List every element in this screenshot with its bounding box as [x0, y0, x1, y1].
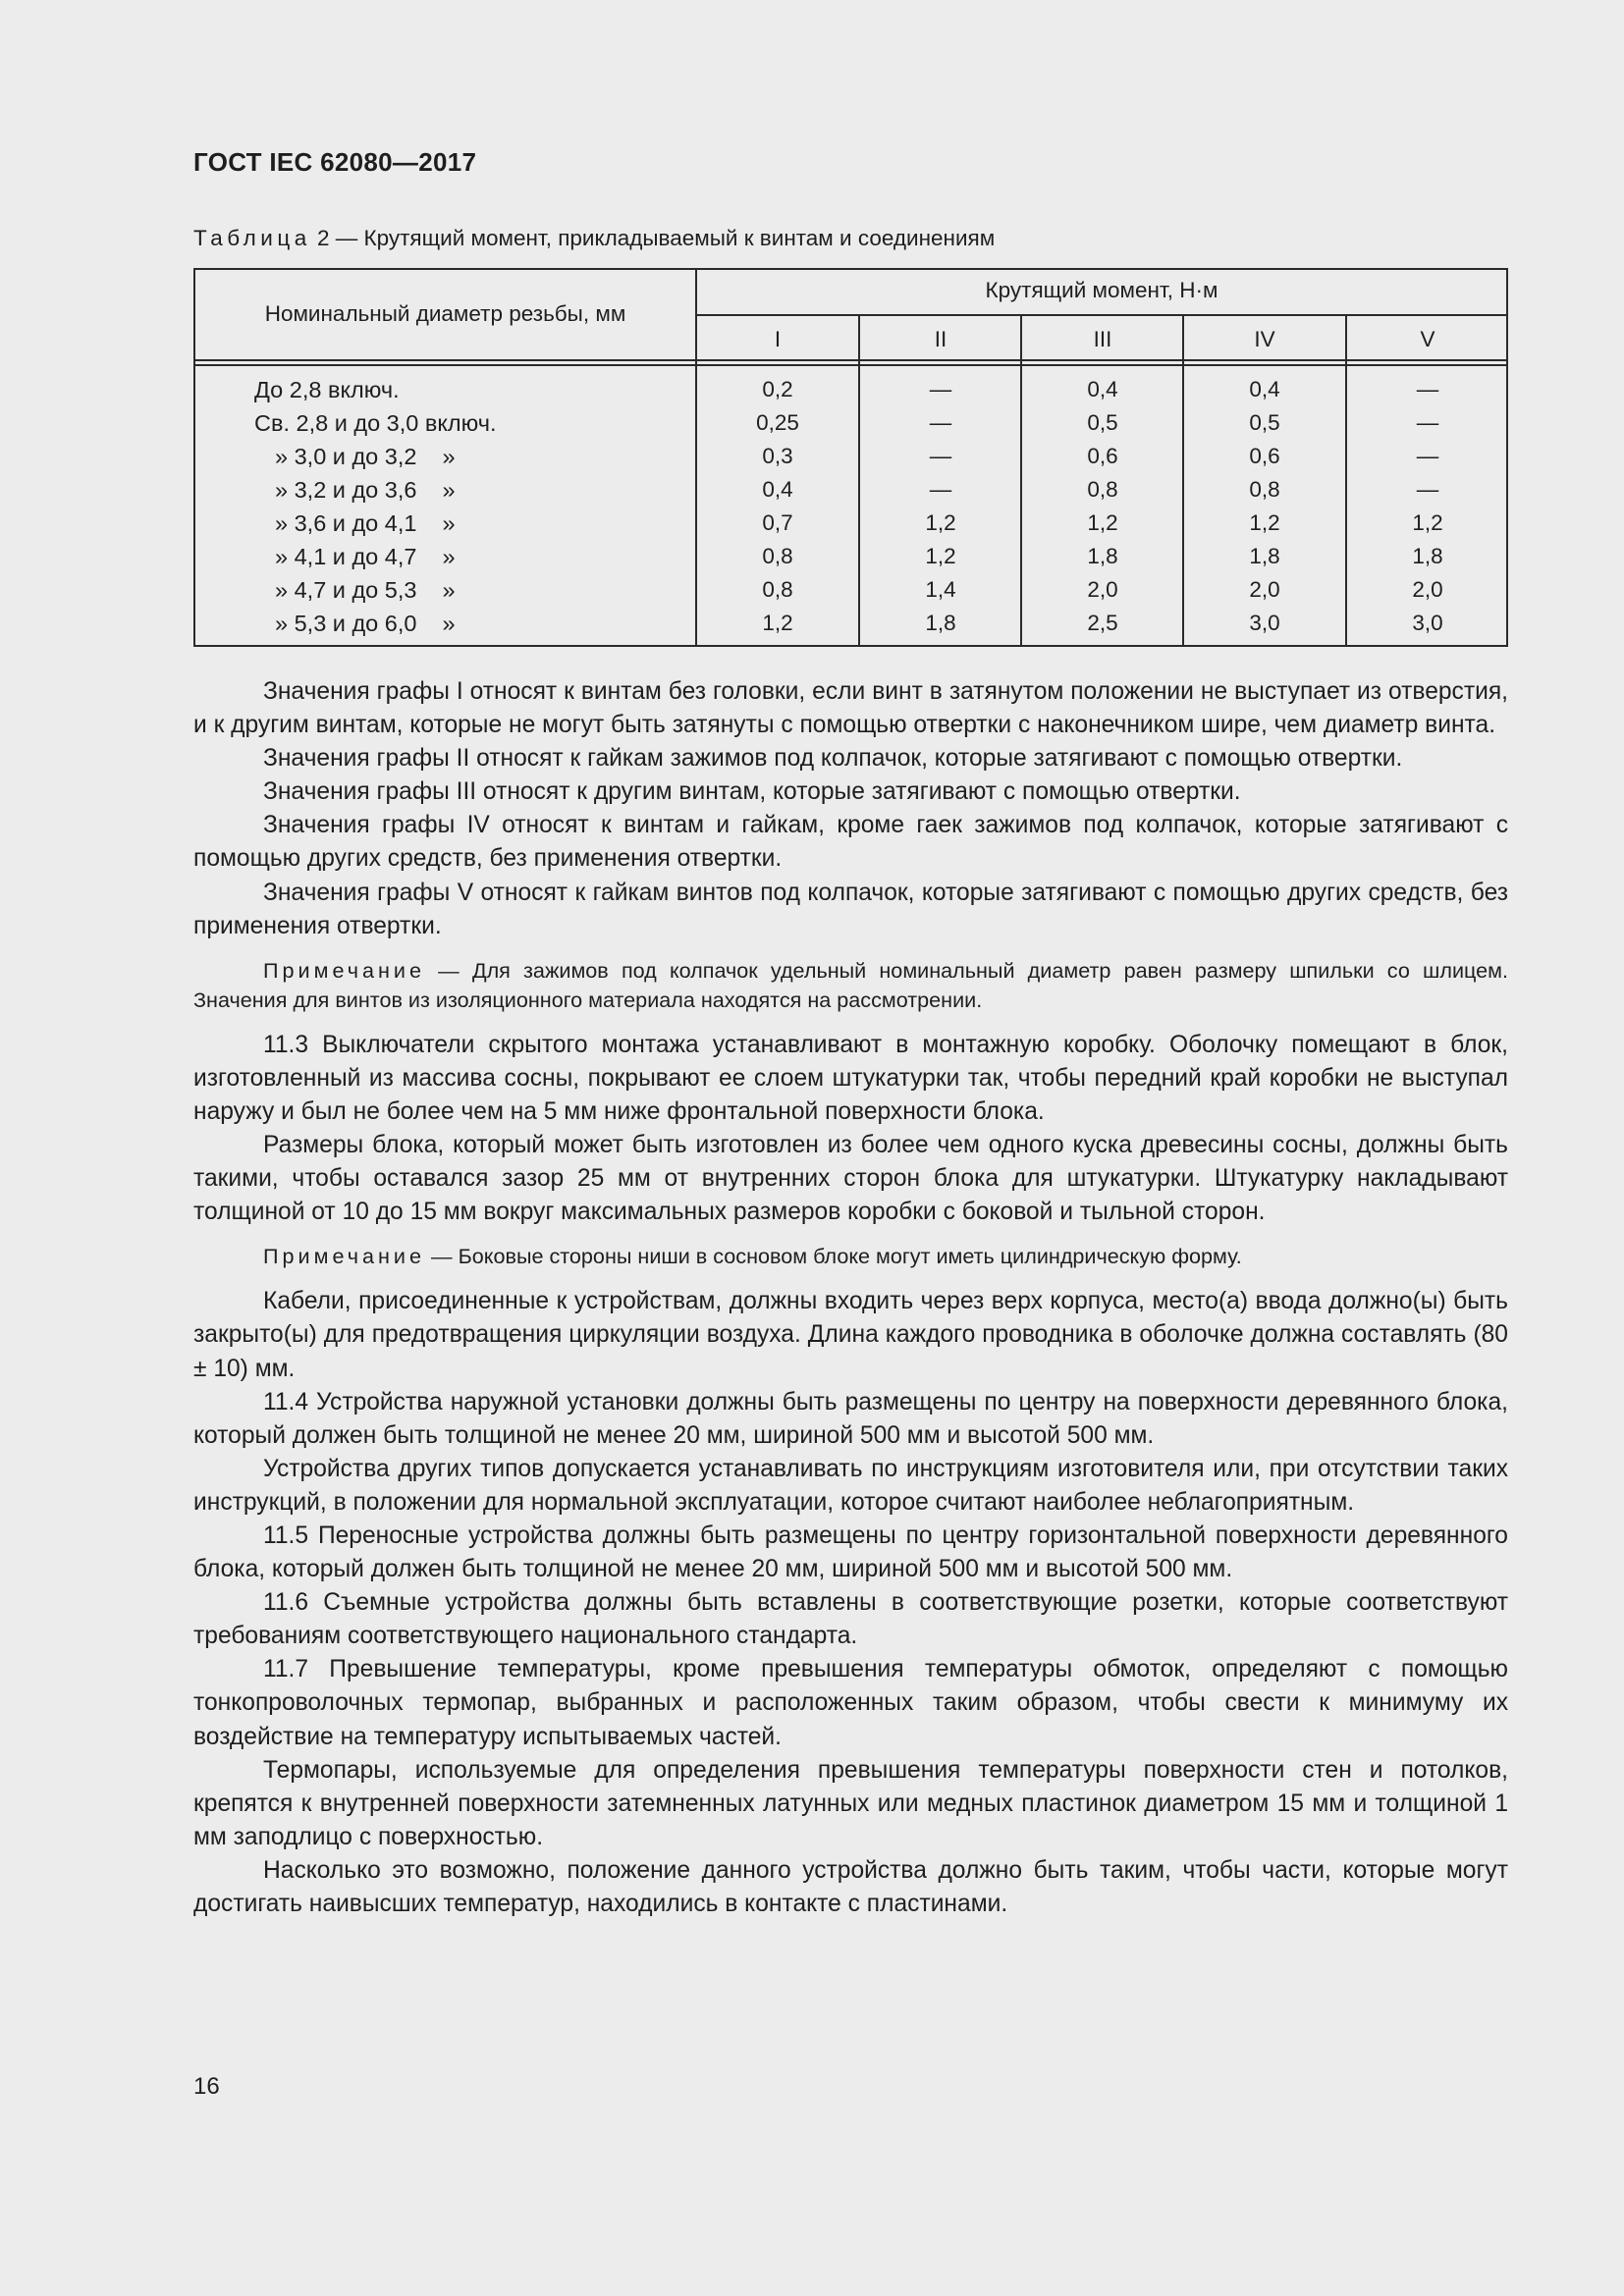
paragraph: 11.3 Выключатели скрытого монтажа устанавливают в монтажную коробку. Оболочку помещают в блок, изготовленный из массива сосны, покрывают ее слоем штукатурки так, чтобы передний край коробки не выступал наружу и был не более чем на 5 мм ниже фронтальной поверхности блока. [193, 1031, 1508, 1125]
table-cell: 1,8 [925, 611, 956, 635]
row-label: » 4,1 и до 4,7 » [275, 544, 456, 569]
table-cell: 3,0 [1412, 611, 1443, 635]
table-cell: 1,8 [1249, 544, 1280, 568]
paragraph: Размеры блока, который может быть изготовлен из более чем одного куска древесины сосны, должны быть такими, чтобы оставался зазор 25 мм от внутренних сторон блока для штукатурки. Штукатурку накладывают толщиной от 10 до 15 мм вокруг максимальных размеров коробки с боковой и тыльной сторон. [193, 1132, 1508, 1226]
table-cell: — [1416, 377, 1439, 401]
table-cell: 1,2 [925, 510, 956, 535]
torque-table [193, 268, 1508, 647]
paragraph: Значения графы III относят к другим винтам, которые затягивают с помощью отвертки. [263, 778, 1241, 806]
paragraph: Значения графы IV относят к винтам и гайкам, кроме гаек зажимов под колпачок, которые затягивают с помощью других средств, без применения отвертки. [193, 812, 1508, 873]
paragraph: Значения графы V относят к гайкам винтов под колпачок, которые затягивают с помощью других средств, без применения отвертки. [193, 879, 1508, 939]
row-label: » 5,3 и до 6,0 » [275, 611, 456, 636]
note-text: — Боковые стороны ниши в сосновом блоке могут иметь цилиндрическую форму. [425, 1244, 1242, 1269]
row-label: До 2,8 включ. [254, 377, 400, 402]
table-cell: 3,0 [1249, 611, 1280, 635]
table-cell: 0,5 [1249, 410, 1280, 435]
paragraph: Насколько это возможно, положение данного устройства должно быть таким, чтобы части, которые могут достигать наивысших температур, находились в контакте с пластинами. [193, 1856, 1508, 1917]
table-cell: 2,0 [1249, 577, 1280, 602]
table-cell: 0,4 [1249, 377, 1280, 401]
table-cell: 0,7 [762, 510, 793, 535]
table-cell: 0,4 [1087, 377, 1118, 401]
note-label: Примечание [263, 1244, 425, 1269]
row-label: » 3,2 и до 3,6 » [275, 477, 456, 503]
table-cell: 2,0 [1087, 577, 1118, 602]
table-caption-title: 2 — Крутящий момент, прикладываемый к винтам и соединениям [310, 226, 996, 250]
table-cell: 1,2 [1412, 510, 1443, 535]
column-header-1: I [774, 327, 782, 351]
column-header-2: II [934, 327, 947, 351]
table-cell: — [929, 477, 952, 502]
column-header-4: IV [1254, 327, 1275, 351]
column-header-5: V [1420, 327, 1435, 351]
table-cell: 1,2 [925, 544, 956, 568]
table-cell: — [929, 377, 952, 401]
page-number: 16 [193, 2073, 220, 2100]
table-cell: 1,4 [925, 577, 956, 602]
column-header-diameter: Номинальный диаметр резьбы, мм [264, 301, 626, 326]
paragraph: Значения графы I относят к винтам без головки, если винт в затянутом положении не выступает из отверстия, и к другим винтам, которые не могут быть затянуты с помощью отвертки с наконечником шире, чем диаметр винта. [193, 678, 1508, 739]
table-cell: 1,2 [1087, 510, 1118, 535]
paragraph: Кабели, присоединенные к устройствам, должны входить через верх корпуса, место(а) ввода должно(ы) быть закрыто(ы) для предотвращения циркуляции воздуха. Длина каждого проводника в оболочке должна составлять (80 ± 10) мм. [193, 1288, 1508, 1382]
table-cell: 0,3 [762, 444, 793, 468]
table-cell: 2,5 [1087, 611, 1118, 635]
table-cell: 0,4 [762, 477, 793, 502]
note [193, 956, 1508, 1015]
table-cell: 1,8 [1412, 544, 1443, 568]
column-header-3: III [1093, 327, 1112, 351]
table-cell: 1,8 [1087, 544, 1118, 568]
table-cell: 0,8 [762, 544, 793, 568]
table-cell: 0,25 [756, 410, 799, 435]
paragraph: Термопары, используемые для определения превышения температуры поверхности стен и потолков, крепятся к внутренней поверхности затемненных латунных или медных пластинок диаметром 15 мм и толщиной 1 мм заподлицо с поверхностью. [193, 1756, 1508, 1850]
paragraph: Устройства других типов допускается устанавливать по инструкциям изготовителя или, при отсутствии таких инструкций, в положении для нормальной эксплуатации, которое считают наиболее неблагоприятным. [193, 1455, 1508, 1516]
row-label: » 3,0 и до 3,2 » [275, 444, 456, 469]
table-cell: 0,5 [1087, 410, 1118, 435]
table-cell: 0,6 [1087, 444, 1118, 468]
document-body [193, 675, 1508, 1921]
table-cell: — [1416, 444, 1439, 468]
column-group-header-torque: Крутящий момент, Н·м [985, 278, 1218, 302]
row-label: » 3,6 и до 4,1 » [275, 510, 456, 536]
table-cell: 1,2 [762, 611, 793, 635]
note-text: — Для зажимов под колпачок удельный номинальный диаметр равен размеру шпильки со шлицем. Значения для винтов из изоляционного материала находятся на рассмотрении. [193, 957, 1508, 1012]
table-cell: — [1416, 410, 1439, 435]
table-cell: — [1416, 477, 1439, 502]
table-cell: — [929, 410, 952, 435]
note-label: Примечание [263, 957, 425, 983]
table-caption-label: Таблица [193, 226, 311, 250]
table-cell: — [929, 444, 952, 468]
note [193, 1242, 1508, 1271]
paragraph: 11.6 Съемные устройства должны быть вставлены в соответствующие розетки, которые соответствуют требованиям соответствующего национального стандарта. [193, 1589, 1508, 1650]
paragraph: 11.7 Превышение температуры, кроме превышения температуры обмоток, определяют с помощью тонкопроволочных термопар, выбранных и расположенных таким образом, чтобы свести к минимуму их воздействие на температуру испытываемых частей. [193, 1656, 1508, 1750]
paragraph: 11.4 Устройства наружной установки должны быть размещены по центру на поверхности деревянного блока, который должен быть толщиной не менее 20 мм, шириной 500 мм и высотой 500 мм. [193, 1388, 1508, 1449]
table-cell: 0,8 [1087, 477, 1118, 502]
table-cell: 2,0 [1412, 577, 1443, 602]
paragraph: Значения графы II относят к гайкам зажимов под колпачок, которые затягивают с помощью отвертки. [263, 745, 1403, 773]
paragraph: 11.5 Переносные устройства должны быть размещены по центру горизонтальной поверхности деревянного блока, который должен быть толщиной не менее 20 мм, шириной 500 мм и высотой 500 мм. [193, 1522, 1508, 1583]
row-label: » 4,7 и до 5,3 » [275, 577, 456, 603]
table-cell: 0,8 [762, 577, 793, 602]
table-cell: 1,2 [1249, 510, 1280, 535]
table-cell: 0,2 [762, 377, 793, 401]
table-cell: 0,8 [1249, 477, 1280, 502]
table-caption [193, 226, 995, 251]
document-header: ГОСТ IEC 62080—2017 [193, 147, 477, 177]
table-cell: 0,6 [1249, 444, 1280, 468]
row-label: Св. 2,8 и до 3,0 включ. [254, 410, 497, 436]
